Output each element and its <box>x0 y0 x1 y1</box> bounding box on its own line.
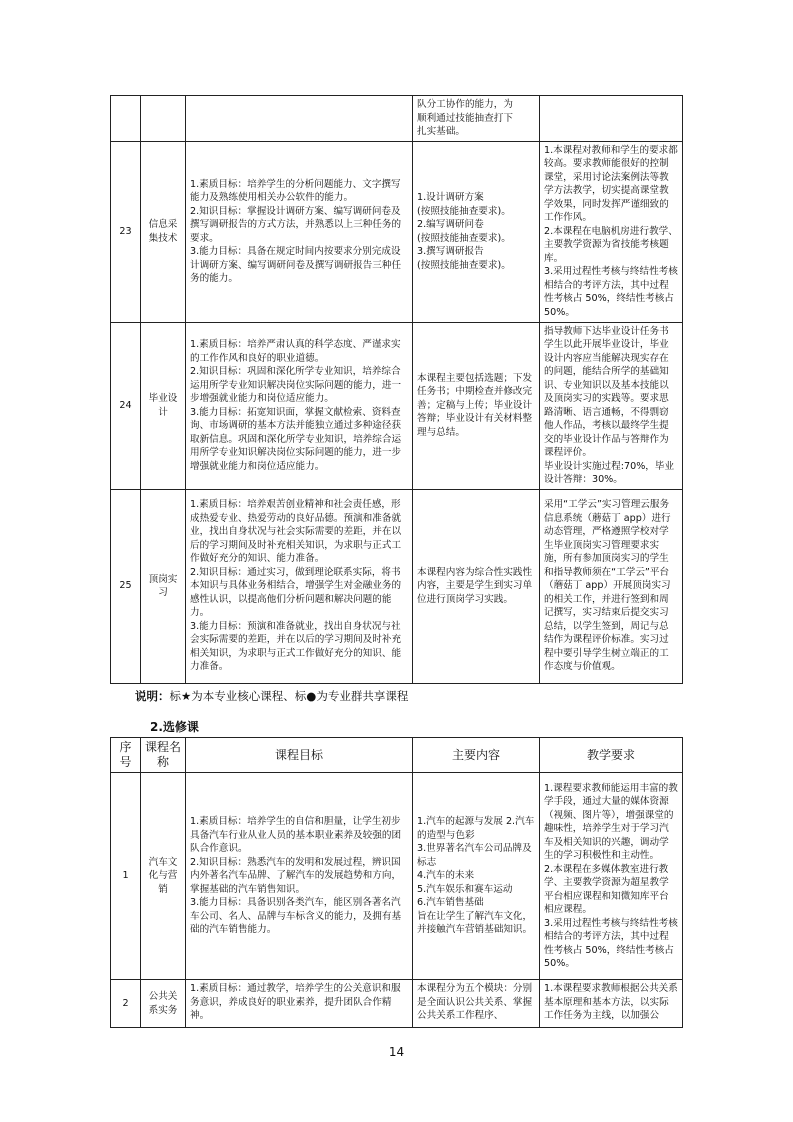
header-goal: 课程目标 <box>186 738 413 773</box>
required-courses-table-continued <box>110 95 683 684</box>
note-text: 标★为本专业核心课程、标●为专业群共享课程 <box>169 689 409 703</box>
course-goal: 1.素质目标：培养学生的自信和胆量，让学生初步具备汽车行业从业人员的基本职业素养及较强的团队合作意识。 2.知识目标：熟悉汽车的发明和发展过程，辨识国内外著名汽车品牌、了解汽车的发展趋势和方向，掌握基础的汽车销售知识。 3.能力目标：具备识别各类汽车，能区别各著名汽车公司、名人、品牌与车标含义的能力，及拥有基础的汽车销售能力。 <box>186 773 413 980</box>
teaching-requirement <box>540 96 683 142</box>
course-content: 1.汽车的起源与发展 2.汽车的造型与色彩 3.世界著名汽车公司品牌及标志 4.汽车的未来 5.汽车娱乐和赛车运动 6.汽车销售基础 旨在让学生了解汽车文化，并接触汽车营销基础知识。 <box>413 773 540 980</box>
teaching-requirement: 采用“工学云”实习管理云服务信息系统（蘑菇丁 app）进行动态管理，严格遵照学校对学生毕业顶岗实习管理要求实施，所有参加顶岗实习的学生和指导教师须在“工学云”平台（蘑菇丁 app）开展顶岗实习的相关工作，并进行签到和周记撰写，实习结束后提交实习总结，以学生签到，周记与总结作为课程评价标准。实习过程中要引导学生树立端正的工作态度与价值观。 <box>540 489 683 683</box>
row-number: 2 <box>111 980 141 1028</box>
teaching-requirement: 1.课程要求教师能运用丰富的教学手段，通过大量的媒体资源（视频、图片等），增强课堂的趣味性，培养学生对于学习汽车及相关知识的兴趣，调动学生的学习积极性和主动性。 2.本课程在多媒体教室进行教学、主要教学资源为超星教学平台相应课程和知微知库平台相应课程。 3.采用过程性考核与终结性考核相结合的考评方法，其中过程性考核占 50%，终结性考核占 50%。 <box>540 773 683 980</box>
course-name <box>141 96 186 142</box>
header-no: 序号 <box>111 738 141 773</box>
course-goal: 1.素质目标：通过教学，培养学生的公关意识和服务意识，养成良好的职业素养，提升团队合作精神。 <box>186 980 413 1028</box>
course-content: 1.设计调研方案 (按照技能抽查要求)。 2.编写调研问卷 (按照技能抽查要求)。 3.撰写调研报告 (按照技能抽查要求)。 <box>413 141 540 322</box>
table-row <box>111 980 683 1028</box>
page-number: 14 <box>388 1045 405 1059</box>
table-row <box>111 322 683 489</box>
table-row <box>111 96 683 142</box>
teaching-requirement: 指导教师下达毕业设计任务书学生以此开展毕业设计，毕业设计内容应当能解决现实存在的问题，能结合所学的基础知识、专业知识以及基本技能以及顶岗实习的实践等。要求思路清晰、语言通畅，不得剽窃他人作品，考核以最终学生提交的毕业设计作品与答辩作为课程评价。 毕业设计实施过程:70%，毕业设计答辩：30%。 <box>540 322 683 489</box>
course-content: 队分工协作的能力，为 顺利通过技能抽查打下 扎实基础。 <box>413 96 540 142</box>
teaching-requirement: 1.本课程要求教师根据公共关系基本原理和基本方法，以实际工作任务为主线，以加强公 <box>540 980 683 1028</box>
row-number: 23 <box>111 141 141 322</box>
table-note <box>135 688 408 704</box>
course-content: 本课程分为五个模块：分别是全面认识公共关系、掌握公共关系工作程序、 <box>413 980 540 1028</box>
course-goal: 1.素质目标：培养严肃认真的科学态度、严谨求实的工作作风和良好的职业道德。 2.知识目标：巩固和深化所学专业知识，培养综合运用所学专业知识解决岗位实际问题的能力，进一步增强就业能力和岗位适应能力。 3.能力目标：拓宽知识面，掌握文献检索、资料查询、市场调研的基本方法并能独立通过多种途径获取新信息。巩固和深化所学专业知识，培养综合运用所学专业知识解决岗位实际问题的能力，进一步增强就业能力和岗位适应能力。 <box>186 322 413 489</box>
course-name: 顶岗实习 <box>141 489 186 683</box>
note-label: 说明： <box>135 689 170 703</box>
header-requirement: 教学要求 <box>540 738 683 773</box>
course-name: 毕业设计 <box>141 322 186 489</box>
course-content: 本课程内容为综合性实践性内容，主要是学生到实习单位进行顶岗学习实践。 <box>413 489 540 683</box>
table-row <box>111 773 683 980</box>
course-goal: 1.素质目标：培养艰苦创业精神和社会责任感，形成热爱专业、热爱劳动的良好品德。预演和准备就业，找出自身状况与社会实际需要的差距，并在以后的学习期间及时补充相关知识，为求职与正式工作做好充分的知识、能力准备。 2.知识目标：通过实习，做到理论联系实际，将书本知识与具体业务相结合，增强学生对金融业务的感性认识，以提高他们分析问题和解决问题的能力。 3.能力目标：预演和准备就业，找出自身状况与社会实际需要的差距，并在以后的学习期间及时补充相关知识，为求职与正式工作做好充分的知识、能力准备。 <box>186 489 413 683</box>
course-content: 本课程主要包括选题；下发任务书；中期检查并修改完善；定稿与上传；毕业设计答辩；毕业设计有关材料整理与总结。 <box>413 322 540 489</box>
table-header-row <box>111 738 683 773</box>
course-goal <box>186 96 413 142</box>
teaching-requirement: 1.本课程对教师和学生的要求都较高。要求教师能很好的控制课堂，采用讨论法案例法等教学方法教学，切实提高课堂教学效果，同时发挥严谨细致的工作作风。 2.本课程在电脑机房进行教学、主要教学资源为省技能考核题库。 3.采用过程性考核与终结性考核相结合的考评方法，其中过程性考核占 50%，终结性考核占 50%。 <box>540 141 683 322</box>
table-row <box>111 141 683 322</box>
row-number <box>111 96 141 142</box>
course-goal: 1.素质目标：培养学生的分析问题能力、文字撰写能力及熟练使用相关办公软件的能力。 2.知识目标：掌握设计调研方案、编写调研问卷及撰写调研报告的方式方法，并熟悉以上三种任务的要求。 3.能力目标：具备在规定时间内按要求分别完成设计调研方案、编写调研问卷及撰写调研报告三种任务的能力。 <box>186 141 413 322</box>
course-name: 汽车文化与营销 <box>141 773 186 980</box>
elective-courses-table <box>110 737 683 1028</box>
header-name: 课程名称 <box>141 738 186 773</box>
section-title: 2.选修课 <box>150 720 199 734</box>
row-number: 24 <box>111 322 141 489</box>
course-name: 信息采集技术 <box>141 141 186 322</box>
row-number: 25 <box>111 489 141 683</box>
header-content: 主要内容 <box>413 738 540 773</box>
row-number: 1 <box>111 773 141 980</box>
table-row <box>111 489 683 683</box>
course-name: 公共关系实务 <box>141 980 186 1028</box>
